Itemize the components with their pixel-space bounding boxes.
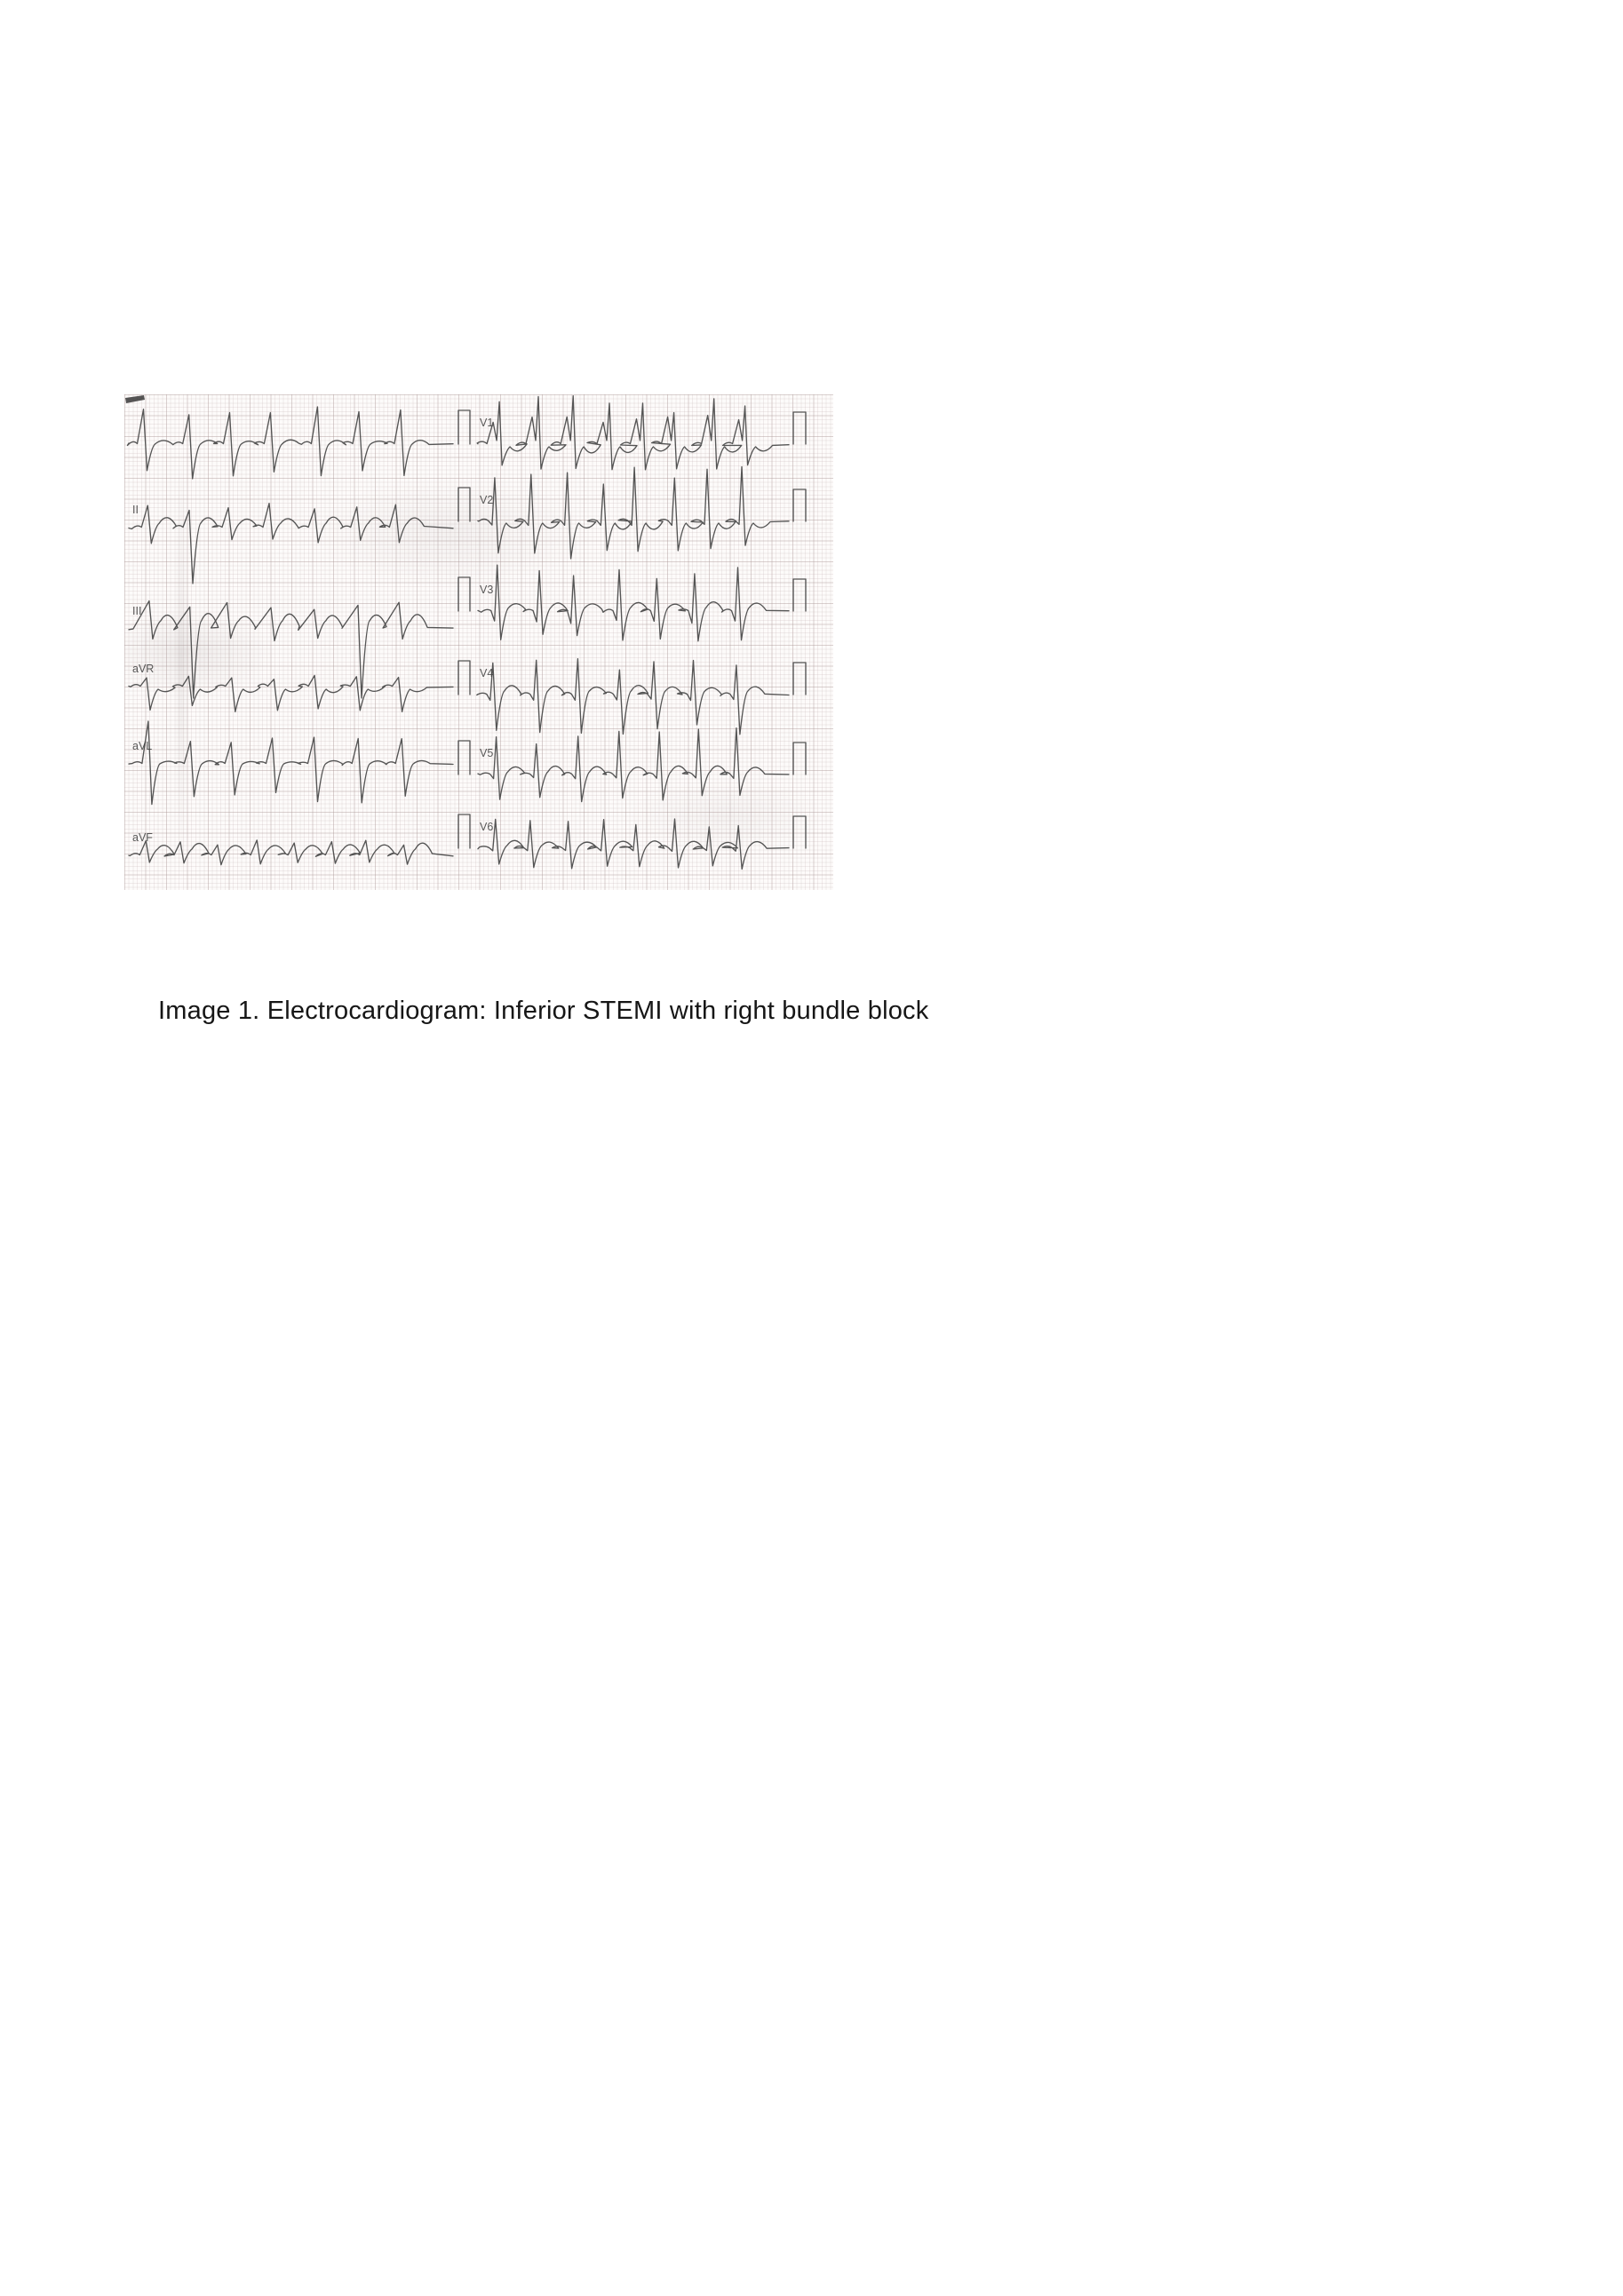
lead-label-V3: V3 [480, 584, 494, 596]
trace-aVR [129, 676, 453, 712]
lead-label-V4: V4 [480, 667, 494, 679]
calibration-pulse-start-V2 [458, 488, 470, 521]
trace-I [128, 407, 454, 479]
calibration-pulse-end-V5 [793, 743, 806, 775]
ecg-figure [124, 394, 833, 890]
lead-label-V1: V1 [480, 417, 494, 429]
trace-aVL [129, 721, 453, 805]
ecg-svg [124, 394, 833, 890]
calibration-pulse-start-V6 [458, 814, 470, 848]
trace-V1 [477, 396, 789, 470]
trace-aVF [129, 840, 453, 865]
trace-II [129, 504, 453, 584]
trace-V2 [478, 467, 789, 559]
calibration-pulse-end-V6 [793, 816, 806, 848]
trace-V3 [478, 565, 789, 641]
lead-label-V5: V5 [480, 747, 494, 759]
ecg-paper [124, 394, 833, 890]
trace-V6 [478, 819, 789, 869]
scan-artifact [125, 395, 145, 403]
calibration-pulse-end-V4 [793, 663, 806, 695]
lead-label-aVL: aVL [132, 740, 153, 752]
lead-label-V6: V6 [480, 821, 494, 833]
calibration-pulse-end-V3 [793, 579, 806, 611]
trace-V4 [477, 659, 789, 735]
lead-label-aVR: aVR [132, 663, 155, 675]
trace-III [129, 601, 453, 698]
calibration-pulse-start-V4 [458, 661, 470, 695]
calibration-pulse-start-V3 [458, 577, 470, 611]
calibration-pulse-end-V2 [793, 489, 806, 521]
trace-V5 [478, 728, 789, 802]
lead-label-III: III [132, 605, 142, 617]
calibration-pulse-start-V5 [458, 741, 470, 775]
lead-label-aVF: aVF [132, 831, 153, 844]
calibration-pulse-end-V1 [793, 412, 806, 444]
calibration-pulse-start-V1 [458, 410, 470, 444]
lead-label-V2: V2 [480, 494, 494, 506]
figure-caption: Image 1. Electrocardiogram: Inferior STEMI with right bundle block [158, 997, 929, 1025]
lead-label-II: II [132, 504, 139, 516]
